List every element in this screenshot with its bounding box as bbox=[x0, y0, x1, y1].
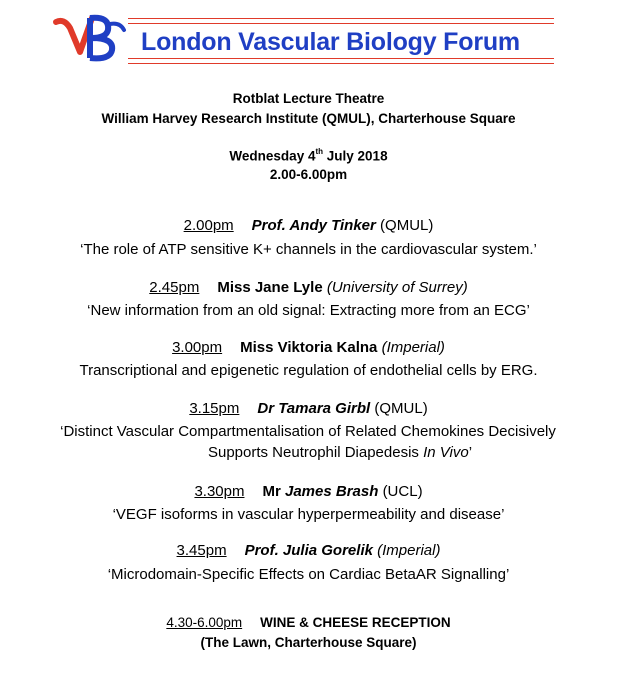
talk-6-title: ‘Microdomain-Specific Effects on Cardiac BetaAR Signalling’ bbox=[107, 566, 510, 583]
venue-line-1: Rotblat Lecture Theatre bbox=[232, 91, 385, 106]
talk-4-speaker-line bbox=[0, 400, 617, 417]
talk-1-title: ‘The role of ATP sensitive K+ channels in the cardiovascular system.’ bbox=[80, 241, 537, 258]
header-rule-bottom-2 bbox=[128, 63, 554, 64]
talk-time: 2.00pm bbox=[183, 217, 234, 234]
talk-time: 3.45pm bbox=[176, 542, 227, 559]
talk-4-title-line-1: ‘Distinct Vascular Compartmentalisation of Related Chemokines Decisively bbox=[60, 423, 556, 440]
talk-5-title: ‘VEGF isoforms in vascular hyperpermeability and disease’ bbox=[112, 506, 505, 523]
talk-speaker: Prof. Julia Gorelik bbox=[244, 542, 373, 559]
reception-time: 4.30-6.00pm bbox=[166, 615, 243, 630]
talk-3-speaker-line bbox=[0, 339, 617, 356]
talk-speaker: Prof. Andy Tinker bbox=[251, 217, 376, 234]
event-date bbox=[0, 148, 617, 164]
talk-affiliation: (Imperial) bbox=[381, 339, 445, 356]
header-rule-bottom-1 bbox=[128, 58, 554, 59]
date-weekday: Wednesday 4 bbox=[229, 148, 316, 164]
forum-title: London Vascular Biology Forum bbox=[141, 28, 520, 56]
header-rule-top-1 bbox=[128, 18, 554, 19]
talk-speaker: Dr Tamara Girbl bbox=[257, 400, 371, 417]
header-rule-top-2 bbox=[128, 23, 554, 24]
talk-time: 3.30pm bbox=[194, 483, 245, 500]
talk-affiliation: (UCL) bbox=[382, 483, 423, 500]
talk-4-title-main: Supports Neutrophil Diapedesis bbox=[207, 444, 424, 461]
talk-time: 3.00pm bbox=[172, 339, 223, 356]
talk-2-speaker-line bbox=[0, 279, 617, 296]
talk-4-title-italic: In Vivo bbox=[423, 444, 469, 461]
talk-affiliation: (University of Surrey) bbox=[326, 279, 468, 296]
talk-5-speaker-line bbox=[0, 483, 617, 500]
talk-1-speaker-line bbox=[0, 217, 617, 234]
date-suffix: th bbox=[315, 147, 324, 156]
talk-speaker: Miss Jane Lyle bbox=[217, 279, 323, 296]
reception-line bbox=[0, 615, 617, 630]
talk-speaker: Miss Viktoria Kalna bbox=[240, 339, 378, 356]
talk-4-title-end: ’ bbox=[468, 444, 473, 461]
talk-4-title-line-2 bbox=[60, 444, 617, 461]
venue-line-2: William Harvey Research Institute (QMUL), Charterhouse Square bbox=[101, 111, 516, 126]
date-rest: July 2018 bbox=[323, 148, 388, 164]
talk-time: 2.45pm bbox=[149, 279, 200, 296]
reception-label: WINE & CHEESE RECEPTION bbox=[260, 615, 451, 630]
reception-place: (The Lawn, Charterhouse Square) bbox=[200, 635, 417, 650]
talk-affiliation: (Imperial) bbox=[377, 542, 441, 559]
talk-6-speaker-line bbox=[0, 542, 617, 559]
talk-time: 3.15pm bbox=[189, 400, 240, 417]
talk-3-title: Transcriptional and epigenetic regulation of endothelial cells by ERG. bbox=[79, 362, 538, 379]
lvbf-logo-icon bbox=[50, 8, 130, 66]
talk-affiliation: (QMUL) bbox=[380, 217, 434, 234]
talk-affiliation: (QMUL) bbox=[374, 400, 428, 417]
event-hours: 2.00-6.00pm bbox=[269, 167, 348, 182]
talk-speaker-prefix: Mr bbox=[262, 483, 285, 500]
talk-speaker: James Brash bbox=[284, 483, 379, 500]
talk-2-title: ‘New information from an old signal: Extracting more from an ECG’ bbox=[87, 302, 530, 319]
